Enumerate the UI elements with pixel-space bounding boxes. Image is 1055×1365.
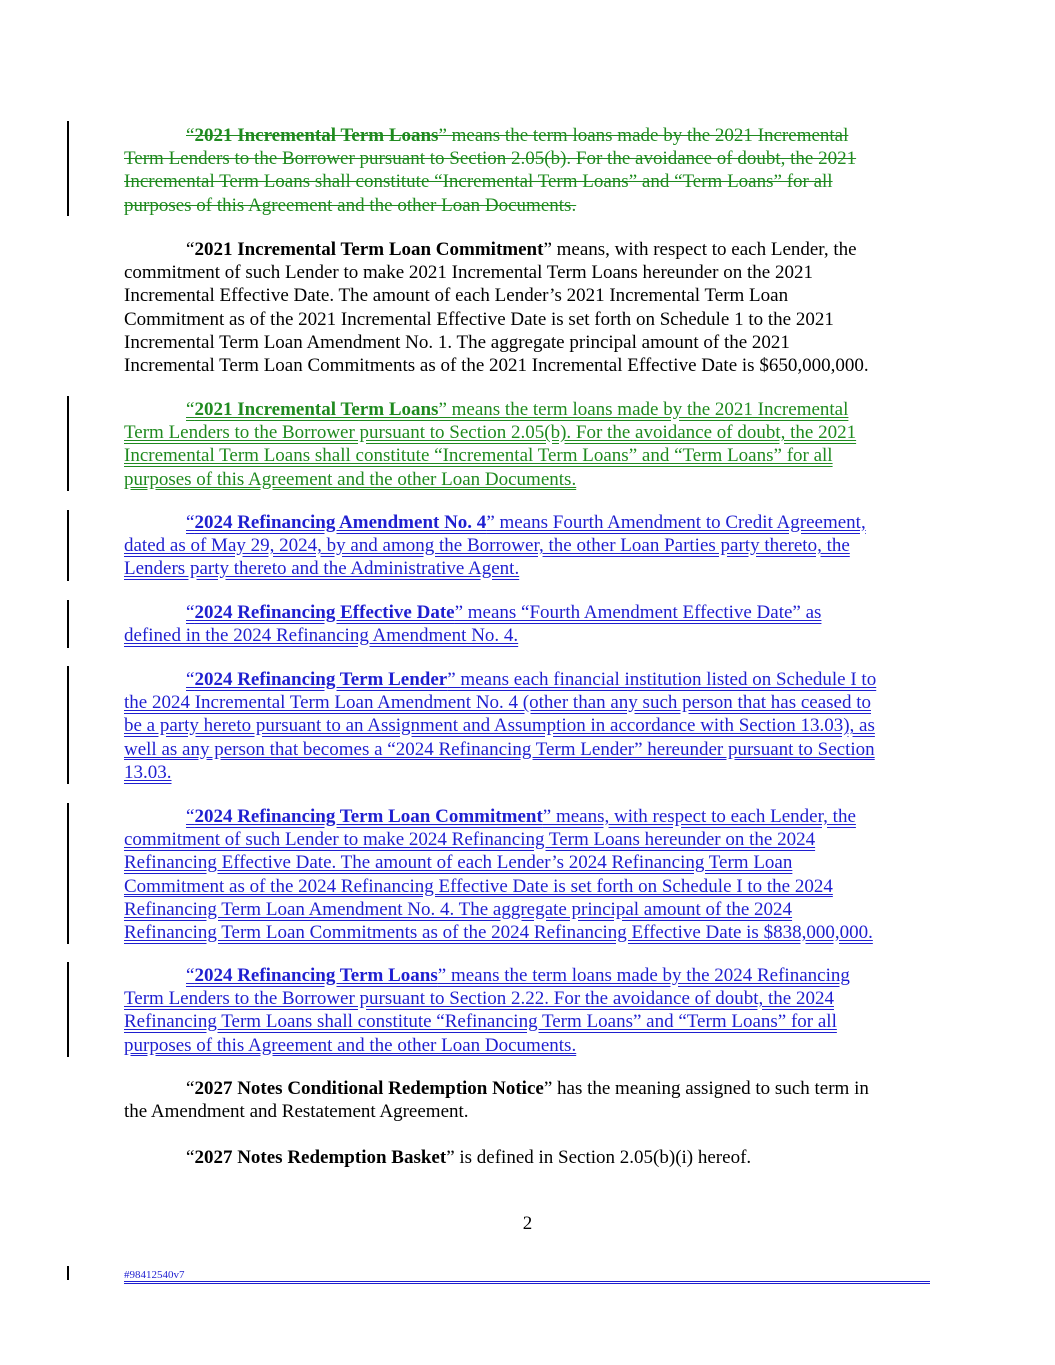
definition-text: Incremental Term Loan Commitments as of the 2021 Incremental Effective Date is $650,000,000. (124, 354, 869, 376)
definition-text: ” means the term loans made by the 2021 Incremental (438, 399, 849, 420)
definition-text: Incremental Term Loans shall constitute “Incremental Term Loans” and “Term Loans” for all (124, 445, 833, 467)
definition-inserted (124, 601, 932, 647)
definition-text: Incremental Term Loans shall constitute “Incremental Term Loans” and “Term Loans” for all (124, 171, 833, 193)
defined-term: 2024 Refinancing Effective Date (194, 602, 455, 623)
defined-term: 2021 Incremental Term Loan Commitment (194, 239, 544, 260)
definition-inserted (124, 511, 932, 581)
open-quote: “ (186, 602, 195, 623)
change-bar (67, 510, 69, 581)
definition-text: ” is defined in Section 2.05(b)(i) hereof. (446, 1147, 752, 1168)
open-quote: “ (186, 1078, 195, 1099)
definition-text: well as any person that becomes a “2024 Refinancing Term Lender” hereunder pursuant to Section (124, 738, 875, 760)
definition-text: ” has the meaning assigned to such term in (543, 1078, 869, 1099)
defined-term: 2024 Refinancing Term Lender (194, 669, 448, 690)
defined-term: 2021 Incremental Term Loans (194, 125, 439, 146)
definition-deleted (124, 124, 932, 217)
definition-text: the 2024 Incremental Term Loan Amendment No. 4 (other than any such person that has ceased to (124, 692, 872, 714)
definition (124, 1146, 932, 1169)
defined-term: 2024 Refinancing Term Loans (194, 965, 438, 986)
change-bar (67, 803, 69, 944)
defined-term: 2027 Notes Redemption Basket (194, 1147, 447, 1168)
definition-text: defined in the 2024 Refinancing Amendment No. 4. (124, 625, 519, 647)
defined-term: 2024 Refinancing Amendment No. 4 (194, 512, 487, 533)
definition-text: purposes of this Agreement and the other Loan Documents. (124, 194, 577, 216)
definition-text: Refinancing Term Loan Commitments as of the 2024 Refinancing Effective Date is $838,000,000. (124, 921, 873, 943)
change-bar (67, 666, 69, 784)
definition-text: be a party hereto pursuant to an Assignment and Assumption in accordance with Section 13.03), as (124, 715, 875, 737)
definition-text: Refinancing Effective Date. The amount of each Lender’s 2024 Refinancing Term Loan (124, 852, 793, 874)
definition-text: purposes of this Agreement and the other Loan Documents. (124, 468, 577, 490)
definition-text: Commitment as of the 2021 Incremental Effective Date is set forth on Schedule 1 to the 2021 (124, 308, 834, 330)
definition-text: Lenders party thereto and the Administrative Agent. (124, 558, 520, 580)
definition-text: Refinancing Term Loan Amendment No. 4. The aggregate principal amount of the 2024 (124, 898, 793, 920)
definition-text: Incremental Effective Date. The amount of each Lender’s 2021 Incremental Term Loan (124, 285, 789, 307)
definition-text: purposes of this Agreement and the other Loan Documents. (124, 1034, 577, 1056)
footer-rule (124, 1281, 930, 1284)
open-quote: “ (186, 965, 195, 986)
change-bar (67, 396, 69, 491)
definition-text: 13.03. (124, 761, 172, 783)
definition-text: Term Lenders to the Borrower pursuant to Section 2.05(b). For the avoidance of doubt, the 2021 (124, 148, 857, 170)
definition-text: ” means Fourth Amendment to Credit Agreement, (486, 512, 866, 533)
defined-term: 2027 Notes Conditional Redemption Notice (194, 1078, 544, 1099)
change-bar (67, 600, 69, 648)
definition-text: Term Lenders to the Borrower pursuant to Section 2.05(b). For the avoidance of doubt, the 2021 (124, 422, 857, 444)
change-bar (67, 962, 69, 1057)
definition-text: Commitment as of the 2024 Refinancing Effective Date is set forth on Schedule I to the 2024 (124, 875, 833, 897)
definition-text: ” means the term loans made by the 2024 Refinancing (437, 965, 850, 986)
definition-text: dated as of May 29, 2024, by and among the Borrower, the other Loan Parties party thereto, the (124, 535, 850, 557)
open-quote: “ (186, 806, 195, 827)
page-number: 2 (522, 1213, 533, 1234)
defined-term: 2021 Incremental Term Loans (194, 399, 439, 420)
definition-text: ” means, with respect to each Lender, the (542, 806, 856, 827)
definition-inserted (124, 668, 932, 784)
open-quote: “ (186, 1147, 195, 1168)
definition-text: Incremental Term Loan Amendment No. 1. The aggregate principal amount of the 2021 (124, 331, 790, 353)
defined-term: 2024 Refinancing Term Loan Commitment (194, 806, 543, 827)
definition-inserted (124, 964, 932, 1057)
open-quote: “ (186, 669, 195, 690)
definition-text: ” means, with respect to each Lender, the (543, 239, 857, 260)
open-quote: “ (186, 125, 195, 146)
definition-text: the Amendment and Restatement Agreement. (124, 1101, 469, 1123)
definition-text: commitment of such Lender to make 2024 Refinancing Term Loans hereunder on the 2024 (124, 829, 816, 851)
definition-moved (124, 398, 932, 491)
definition-text: ” means each financial institution listed on Schedule I to (447, 669, 877, 690)
definition (124, 1077, 932, 1123)
definition-text: ” means the term loans made by the 2021 Incremental (438, 125, 849, 146)
open-quote: “ (186, 399, 195, 420)
open-quote: “ (186, 512, 195, 533)
open-quote: “ (186, 239, 195, 260)
definition-text: Refinancing Term Loans shall constitute “Refinancing Term Loans” and “Term Loans” for all (124, 1011, 837, 1033)
definition-text: ” means “Fourth Amendment Effective Date” as (454, 602, 822, 623)
definition-inserted (124, 805, 932, 944)
definition-text: Term Lenders to the Borrower pursuant to Section 2.22. For the avoidance of doubt, the 2024 (124, 988, 834, 1010)
change-bar (67, 1266, 69, 1280)
footer-doc-id: #98412540v7 (124, 1269, 185, 1281)
change-bar (67, 121, 69, 216)
definition (124, 238, 932, 377)
definition-text: commitment of such Lender to make 2021 Incremental Term Loans hereunder on the 2021 (124, 262, 813, 284)
